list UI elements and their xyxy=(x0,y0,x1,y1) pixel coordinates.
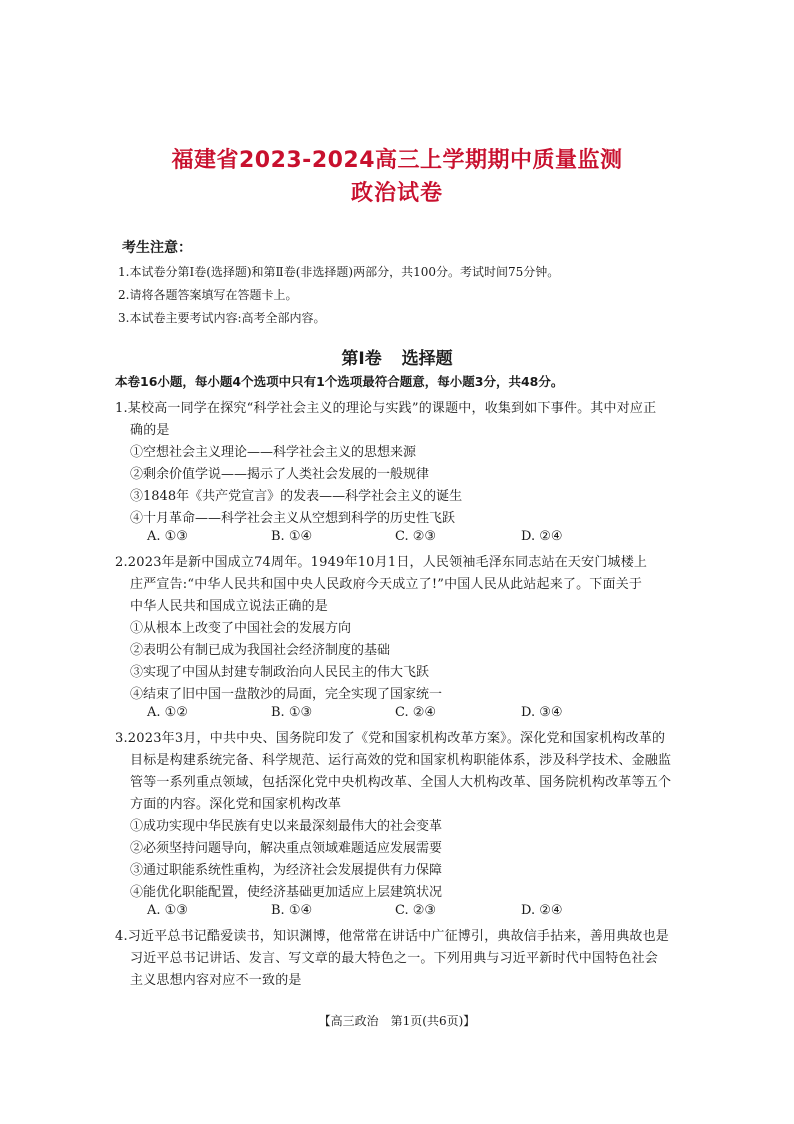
question-1-text: 确的是 xyxy=(130,423,170,438)
question-2-text: 庄严宣告:“中华人民共和国中央人民政府今天成立了!”中国人民从此站起来了。下面关于 xyxy=(130,577,643,592)
section-instruction: 本卷16小题，每小题4个选项中只有1个选项最符合题意，每小题3分，共48分。 xyxy=(115,374,564,389)
notice-heading: 考生注意： xyxy=(122,240,192,256)
question-1-choice-b: B. ①④ xyxy=(271,529,313,544)
section-title: 第Ⅰ卷 选择题 xyxy=(341,349,453,369)
question-2-statement: ②表明公有制已成为我国社会经济制度的基础 xyxy=(130,643,391,658)
question-4-text: 习近平总书记讲话、发言、写文章的最大特色之一。下列用典与习近平新时代中国特色社会 xyxy=(130,951,659,966)
question-3-statement: ②必须坚持问题导向，解决重点领域难题适应发展需要 xyxy=(130,841,443,856)
page-footer: 【高三政治 第1页(共6页)】 xyxy=(318,1014,476,1028)
question-4-text: 4.习近平总书记酷爱读书，知识渊博，他常常在讲话中广征博引，典故信手拈来，善用典故也是 xyxy=(115,929,670,944)
question-3-statement: ①成功实现中华民族有史以来最深刻最伟大的社会变革 xyxy=(130,819,443,834)
question-3-text: 管等一系列重点领域，包括深化党中央机构改革、全国人大机构改革、国务院机构改革等五个 xyxy=(130,775,672,790)
question-3-text: 目标是构建系统完备、科学规范、运行高效的党和国家机构职能体系，涉及科学技术、金融监 xyxy=(130,753,672,768)
exam-subtitle: 政治试卷 xyxy=(350,181,443,206)
notice-item: 2.请将各题答案填写在答题卡上。 xyxy=(118,288,298,302)
question-3-text: 3.2023年3月，中共中央、国务院印发了《党和国家机构改革方案》。深化党和国家机构改革的 xyxy=(115,731,666,746)
exam-title: 福建省2023-2024高三上学期期中质量监测 xyxy=(171,148,623,173)
question-2-choice-a: A. ①② xyxy=(147,705,188,720)
question-2-statement: ①从根本上改变了中国社会的发展方向 xyxy=(130,621,352,636)
question-3-choice-c: C. ②③ xyxy=(395,903,437,918)
question-3-statement: ③通过职能系统性重构，为经济社会发展提供有力保障 xyxy=(130,863,443,878)
question-3-statement: ④能优化职能配置，使经济基础更加适应上层建筑状况 xyxy=(130,885,443,900)
question-1-statement: ④十月革命——科学社会主义从空想到科学的历史性飞跃 xyxy=(130,511,456,526)
question-3-choice-d: D. ②④ xyxy=(521,903,563,918)
question-3-choice-a: A. ①③ xyxy=(147,903,188,918)
question-4-text: 主义思想内容对应不一致的是 xyxy=(130,973,302,988)
question-2-statement: ③实现了中国从封建专制政治向人民民主的伟大飞跃 xyxy=(130,665,430,680)
notice-item: 3.本试卷主要考试内容:高考全部内容。 xyxy=(118,311,326,325)
question-1-statement: ③1848年《共产党宣言》的发表——科学社会主义的诞生 xyxy=(130,489,463,504)
question-1-choice-d: D. ②④ xyxy=(521,529,563,544)
question-2-statement: ④结束了旧中国一盘散沙的局面，完全实现了国家统一 xyxy=(130,687,443,702)
question-1-choice-c: C. ②③ xyxy=(395,529,437,544)
question-2-choice-b: B. ①③ xyxy=(271,705,313,720)
question-3-text: 方面的内容。深化党和国家机构改革 xyxy=(130,797,342,812)
question-3-choice-b: B. ①④ xyxy=(271,903,313,918)
question-2-text: 2.2023年是新中国成立74周年。1949年10月1日，人民领袖毛泽东同志站在天安门城楼上 xyxy=(115,555,648,570)
question-2-choice-d: D. ③④ xyxy=(521,705,563,720)
question-1-text: 1.某校高一同学在探究“科学社会主义的理论与实践”的课题中，收集到如下事件。其中对应正 xyxy=(115,401,657,416)
question-2-choice-c: C. ②④ xyxy=(395,705,437,720)
question-1-statement: ②剩余价值学说——揭示了人类社会发展的一般规律 xyxy=(130,467,430,482)
question-1-statement: ①空想社会主义理论——科学社会主义的思想来源 xyxy=(130,445,417,460)
question-2-text: 中华人民共和国成立说法正确的是 xyxy=(130,599,329,614)
notice-item: 1.本试卷分第Ⅰ卷(选择题)和第Ⅱ卷(非选择题)两部分，共100分。考试时间75分钟。 xyxy=(118,265,560,279)
question-1-choice-a: A. ①③ xyxy=(147,529,188,544)
